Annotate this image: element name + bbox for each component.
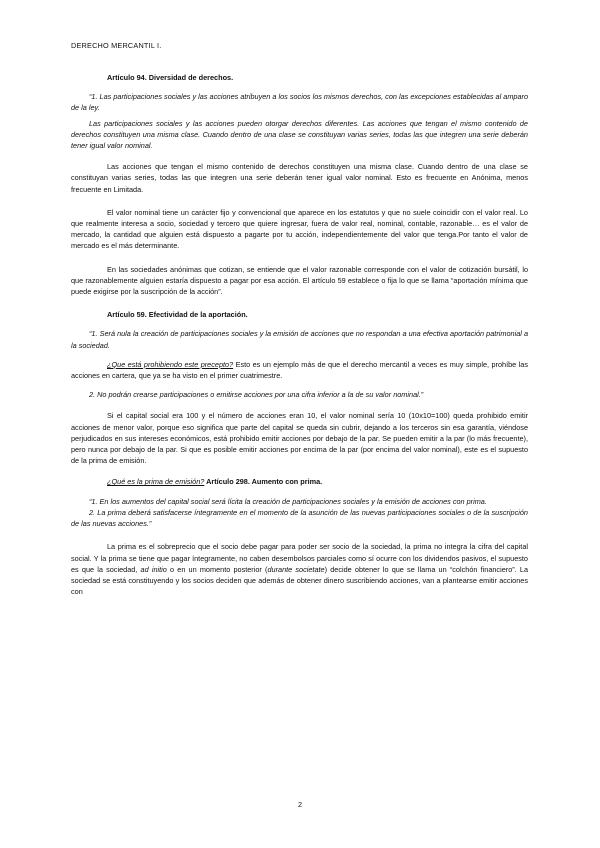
question-underlined: ¿Que está prohibiendo este precepto?	[107, 359, 234, 369]
article-94-quote-1: “1. Las participaciones sociales y las acciones atribuyen a los socios los mismos derechos, con las excepciones establecidas al amparo de la ley.	[71, 92, 528, 113]
premium-text-2: o en un momento posterior (	[166, 564, 268, 574]
article-59-quote-2: 2. No podrán crearse participaciones o emitirse acciones por una cifra inferior a la de su valor nominal.”	[89, 390, 424, 400]
premium-text-latin-1: ad initio	[140, 564, 167, 574]
article-94-quote-2: Las participaciones sociales y las acciones pueden otorgar derechos diferentes. Las acciones que tengan el mismo contenido de derechos constituyen una misma clase. Cuando dentro de una clase se constituyan varias series, todas las que integren una serie deberán tener igual valor nominal.	[71, 118, 528, 151]
article-94-heading: Artículo 94. Diversidad de derechos.	[107, 73, 234, 82]
article-298-quote-2: 2. La prima deberá satisfacerse íntegramente en el momento de la asunción de las nuevas participaciones sociales o de la suscripción de las nuevas acciones.”	[71, 507, 528, 529]
paragraph-premium	[71, 541, 528, 597]
article-298-heading-line	[71, 476, 528, 487]
question-answer: Esto es un ejemplo más de que el derecho mercantil a veces es muy simple, prohíbe las acciones en cartera, que ya se ha visto en el primer cuatrimestre.	[71, 359, 528, 381]
issue-premium-question: ¿Qué es la prima de emisión?	[107, 477, 205, 487]
document-body	[71, 72, 528, 597]
premium-text-latin-2: durante societate	[267, 564, 325, 574]
article-59-quote-1: “1. Será nula la creación de participaciones sociales y la emisión de acciones que no respondan a una efectiva aportación patrimonial a la sociedad.	[71, 329, 528, 350]
article-298-heading: Artículo 298. Aumento con prima.	[204, 477, 323, 487]
premium-text-3: ) decide obtener lo que se llama un “colchón financiero”. La sociedad se está constituyendo y los socios deciden que además de obtener dinero suscribiendo acciones, van a plantearse emitir acciones con	[71, 564, 529, 597]
paragraph-classes: Las acciones que tengan el mismo contenido de derechos constituyen una misma clase. Cuando dentro de una clase se constituyan varias series, todas las que integren una serie deberán tener igual valor nominal. Esto es frecuente en Anónima, menos frecuente en Limitada.	[71, 162, 528, 194]
article-59-heading: Artículo 59. Efectividad de la aportación.	[107, 310, 248, 320]
paragraph-nominal-value: El valor nominal tiene un carácter fijo y convencional que aparece en los estatutos y que no suele coincidir con el valor real. Lo que realmente interesa a socio, sociedad y tercero que quiere ingresar, fuera de valor real, nominal, contable, razonable… es el valor de mercado, la cantidad que alguien está dispuesto a pagarte por tu acción, independientemente del valor que tenga.Por tanto el valor de mercado es el más determinante.	[71, 207, 528, 251]
premium-text-1: La prima es el sobreprecio que el socio debe pagar para poder ser socio de la sociedad, la prima no integra la cifra del capital social. Y la prima se tiene que pagar íntegramente, no caben desembolsos parciales como sí ocurre con los dividendos pasivos, el supuesto es que la sociedad,	[71, 542, 528, 574]
paragraph-par-value-example: Si el capital social era 100 y el número de acciones eran 10, el valor nominal sería 10 (10x10=100) queda prohibido emitir acciones de menor valor, porque eso significa que parte del capital se queda sin cubrir, dejando a los terceros sin esa garantía, viéndose perjudicados en sus intereses económicos, está prohibido emitir acciones por debajo de la par. Se pueden emitir a la par (lo más frecuente), pero nunca por debajo de la par. Si que es posible emitir acciones por encima de la par (por encima del valor nominal), este es el supuesto de la prima de emisión.	[71, 411, 528, 466]
page-number: 2	[297, 800, 303, 809]
running-header: DERECHO MERCANTIL I.	[71, 41, 162, 50]
question-paragraph	[71, 359, 528, 381]
paragraph-listed-companies: En las sociedades anónimas que cotizan, se entiende que el valor razonable corresponde con el valor de cotización bursátil, lo que razonablemente alguien estaría dispuesto a pagar por esa acción. El artículo 59 establece o fija lo que se llama “aportación mínima que puede exigirse por la suscripción de la acción”.	[71, 264, 528, 297]
article-298-quote-1: “1. En los aumentos del capital social será lícita la creación de participaciones sociales y la emisión de acciones con prima.	[89, 496, 487, 506]
